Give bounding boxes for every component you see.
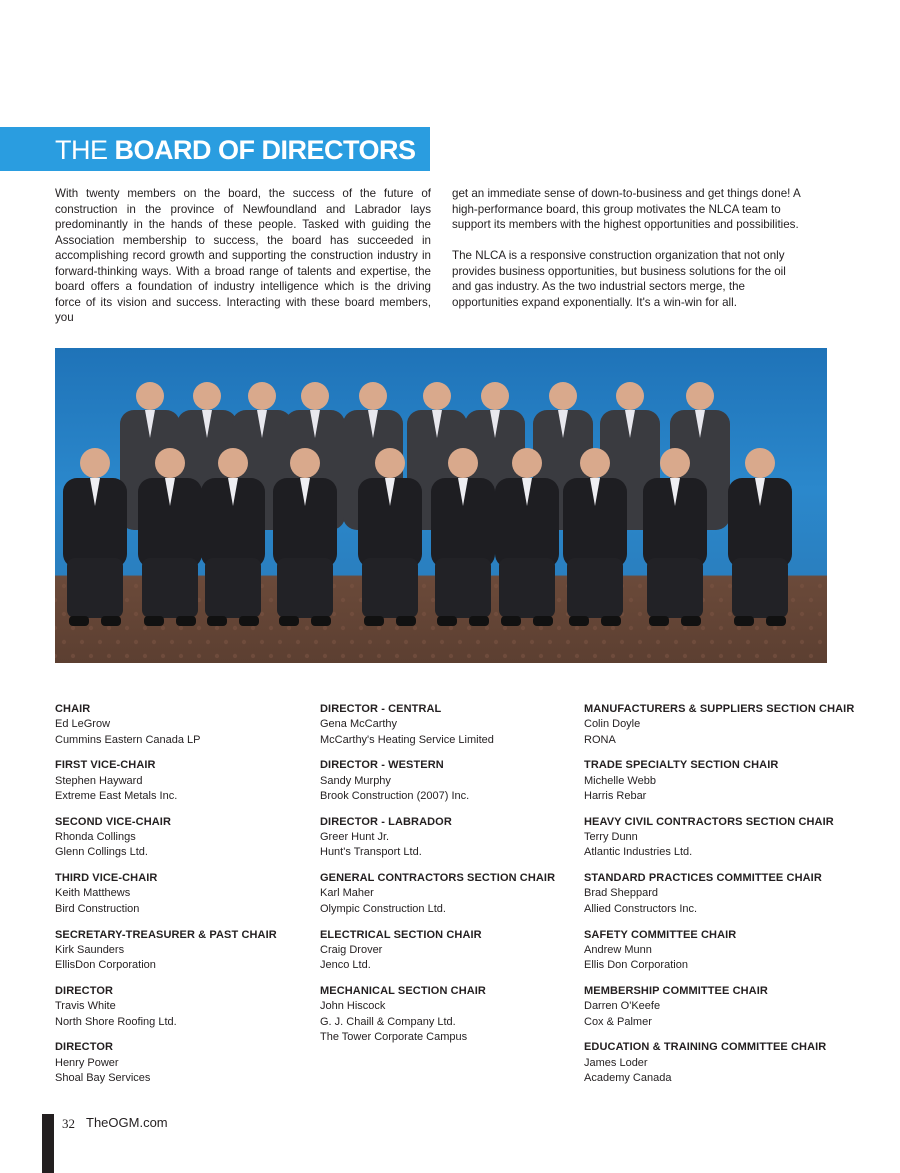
member-role: SECOND VICE-CHAIR bbox=[55, 815, 171, 828]
board-member-entry bbox=[320, 871, 570, 917]
intro-paragraph: The NLCA is a responsive construction organization that not only provides business opportunities, but business solutions for the oil and gas industry. As the two industrial sectors merge, the opportunities expand exponentially. It's a win-win for all. bbox=[452, 249, 786, 309]
member-role: DIRECTOR bbox=[55, 984, 114, 997]
board-member-entry bbox=[584, 702, 884, 748]
board-group-photo bbox=[55, 348, 827, 663]
board-member-entry bbox=[55, 984, 295, 1030]
person-head bbox=[481, 382, 509, 410]
member-company: Glenn Collings Ltd. bbox=[55, 846, 148, 859]
member-company: Jenco Ltd. bbox=[320, 959, 371, 972]
intro-left-column bbox=[55, 186, 431, 341]
member-role: DIRECTOR bbox=[55, 1041, 114, 1054]
member-name: Michelle Webb bbox=[584, 774, 656, 787]
member-company: Shoal Bay Services bbox=[55, 1071, 151, 1084]
board-member-entry bbox=[584, 1040, 884, 1086]
board-member-entry bbox=[584, 928, 884, 974]
person-head bbox=[616, 382, 644, 410]
member-company: Harris Rebar bbox=[584, 789, 647, 802]
board-member-entry bbox=[55, 702, 295, 748]
member-name: Colin Doyle bbox=[584, 718, 641, 731]
person-head bbox=[359, 382, 387, 410]
intro-paragraph: get an immediate sense of down-to-business and get things done! A high-performance board, this group motivates the NLCA team to support its members with the highest opportunities and possibilities. bbox=[452, 187, 801, 231]
member-role: SECRETARY-TREASURER & PAST CHAIR bbox=[55, 928, 277, 941]
person-head bbox=[549, 382, 577, 410]
roster-column-2 bbox=[320, 702, 570, 1056]
member-role: CHAIR bbox=[55, 703, 91, 715]
member-company: McCarthy's Heating Service Limited bbox=[320, 733, 494, 746]
member-name: Stephen Hayward bbox=[55, 774, 143, 787]
member-role: FIRST VICE-CHAIR bbox=[55, 759, 156, 772]
member-name: Keith Matthews bbox=[55, 887, 131, 900]
member-role: HEAVY CIVIL CONTRACTORS SECTION CHAIR bbox=[584, 815, 834, 828]
person-head bbox=[745, 448, 775, 478]
footer-website: TheOGM.com bbox=[86, 1115, 168, 1130]
member-name: Henry Power bbox=[55, 1056, 119, 1069]
section-title-bar bbox=[0, 127, 430, 171]
member-name: Gena McCarthy bbox=[320, 718, 398, 731]
member-role: EDUCATION & TRAINING COMMITTEE CHAIR bbox=[584, 1041, 827, 1054]
person-head bbox=[512, 448, 542, 478]
member-company: Allied Constructors Inc. bbox=[584, 902, 698, 915]
member-company: Cox & Palmer bbox=[584, 1015, 652, 1028]
member-role: MEMBERSHIP COMMITTEE CHAIR bbox=[584, 984, 768, 997]
member-name: Greer Hunt Jr. bbox=[320, 831, 390, 844]
member-role: TRADE SPECIALTY SECTION CHAIR bbox=[584, 759, 779, 772]
member-company: Olympic Construction Ltd. bbox=[320, 902, 446, 915]
member-company: Atlantic Industries Ltd. bbox=[584, 846, 693, 859]
member-name: Travis White bbox=[55, 1000, 116, 1013]
person-head bbox=[193, 382, 221, 410]
member-company: North Shore Roofing Ltd. bbox=[55, 1015, 177, 1028]
board-member-entry bbox=[320, 702, 570, 748]
member-name: Craig Drover bbox=[320, 943, 383, 956]
person-head bbox=[290, 448, 320, 478]
member-company: Extreme East Metals Inc. bbox=[55, 789, 178, 802]
roster-column-1 bbox=[55, 702, 295, 1097]
board-member-entry bbox=[584, 871, 884, 917]
title-light: THE bbox=[55, 135, 115, 165]
member-name: Sandy Murphy bbox=[320, 774, 391, 787]
member-company: EllisDon Corporation bbox=[55, 959, 156, 972]
member-role: DIRECTOR - LABRADOR bbox=[320, 815, 452, 828]
member-name: Darren O'Keefe bbox=[584, 1000, 661, 1013]
member-role: THIRD VICE-CHAIR bbox=[55, 872, 158, 885]
member-company: Academy Canada bbox=[584, 1071, 672, 1084]
board-member-entry bbox=[320, 928, 570, 974]
member-name: John Hiscock bbox=[320, 1000, 386, 1013]
person-head bbox=[136, 382, 164, 410]
person-head bbox=[218, 448, 248, 478]
member-company: G. J. Chaill & Company Ltd. bbox=[320, 1015, 456, 1028]
board-member-entry bbox=[55, 758, 295, 804]
member-role: STANDARD PRACTICES COMMITTEE CHAIR bbox=[584, 872, 822, 885]
member-company: Bird Construction bbox=[55, 902, 140, 915]
roster-column-3 bbox=[584, 702, 884, 1097]
member-name: Karl Maher bbox=[320, 887, 374, 900]
person-head bbox=[686, 382, 714, 410]
page-title bbox=[55, 134, 416, 166]
person-head bbox=[660, 448, 690, 478]
board-member-entry bbox=[320, 815, 570, 861]
person-head bbox=[448, 448, 478, 478]
member-role: ELECTRICAL SECTION CHAIR bbox=[320, 928, 482, 941]
member-company: Ellis Don Corporation bbox=[584, 959, 688, 972]
member-company: Hunt's Transport Ltd. bbox=[320, 846, 422, 859]
person-head bbox=[580, 448, 610, 478]
board-member-entry bbox=[320, 758, 570, 804]
person-head bbox=[375, 448, 405, 478]
member-company: The Tower Corporate Campus bbox=[320, 1030, 468, 1043]
member-role: SAFETY COMMITTEE CHAIR bbox=[584, 928, 737, 941]
person-head bbox=[423, 382, 451, 410]
member-role: MANUFACTURERS & SUPPLIERS SECTION CHAIR bbox=[584, 703, 855, 715]
intro-paragraph: With twenty members on the board, the success of the future of construction in the province of Newfoundland and Labrador lays predominantly in the hands of these people. Tasked with guiding the Association membership to success, the board has succeeded in accomplishing record growth and supporting the construction industry in forward-thinking ways. With a broad range of talents and expertise, the board offers a foundation of industry intelligence which is the driving force of its vision and success. Interacting with these board members, you bbox=[55, 187, 431, 324]
member-company: Cummins Eastern Canada LP bbox=[55, 733, 201, 746]
footer-bar bbox=[42, 1114, 54, 1173]
member-name: Kirk Saunders bbox=[55, 943, 125, 956]
page-number: 32 bbox=[62, 1116, 75, 1131]
intro-right-column bbox=[452, 186, 808, 326]
person-head bbox=[80, 448, 110, 478]
member-name: Ed LeGrow bbox=[55, 718, 111, 731]
member-role: MECHANICAL SECTION CHAIR bbox=[320, 984, 486, 997]
board-member-entry bbox=[55, 815, 295, 861]
member-role: DIRECTOR - WESTERN bbox=[320, 759, 444, 772]
title-bold: BOARD OF DIRECTORS bbox=[114, 135, 416, 165]
board-member-entry bbox=[55, 928, 295, 974]
member-name: Brad Sheppard bbox=[584, 887, 658, 900]
member-name: James Loder bbox=[584, 1056, 648, 1069]
member-role: GENERAL CONTRACTORS SECTION CHAIR bbox=[320, 872, 556, 885]
board-member-entry bbox=[55, 1040, 295, 1086]
board-member-entry bbox=[320, 984, 570, 1045]
person-head bbox=[248, 382, 276, 410]
person-head bbox=[155, 448, 185, 478]
member-name: Andrew Munn bbox=[584, 943, 652, 956]
member-role: DIRECTOR - CENTRAL bbox=[320, 703, 442, 715]
member-name: Rhonda Collings bbox=[55, 831, 136, 844]
member-company: Brook Construction (2007) Inc. bbox=[320, 789, 470, 802]
member-company: RONA bbox=[584, 733, 616, 746]
board-member-entry bbox=[584, 815, 884, 861]
board-member-entry bbox=[584, 984, 884, 1030]
board-member-entry bbox=[55, 871, 295, 917]
person-head bbox=[301, 382, 329, 410]
group-photo-illustration bbox=[55, 348, 827, 663]
board-member-entry bbox=[584, 758, 884, 804]
member-name: Terry Dunn bbox=[584, 831, 638, 844]
